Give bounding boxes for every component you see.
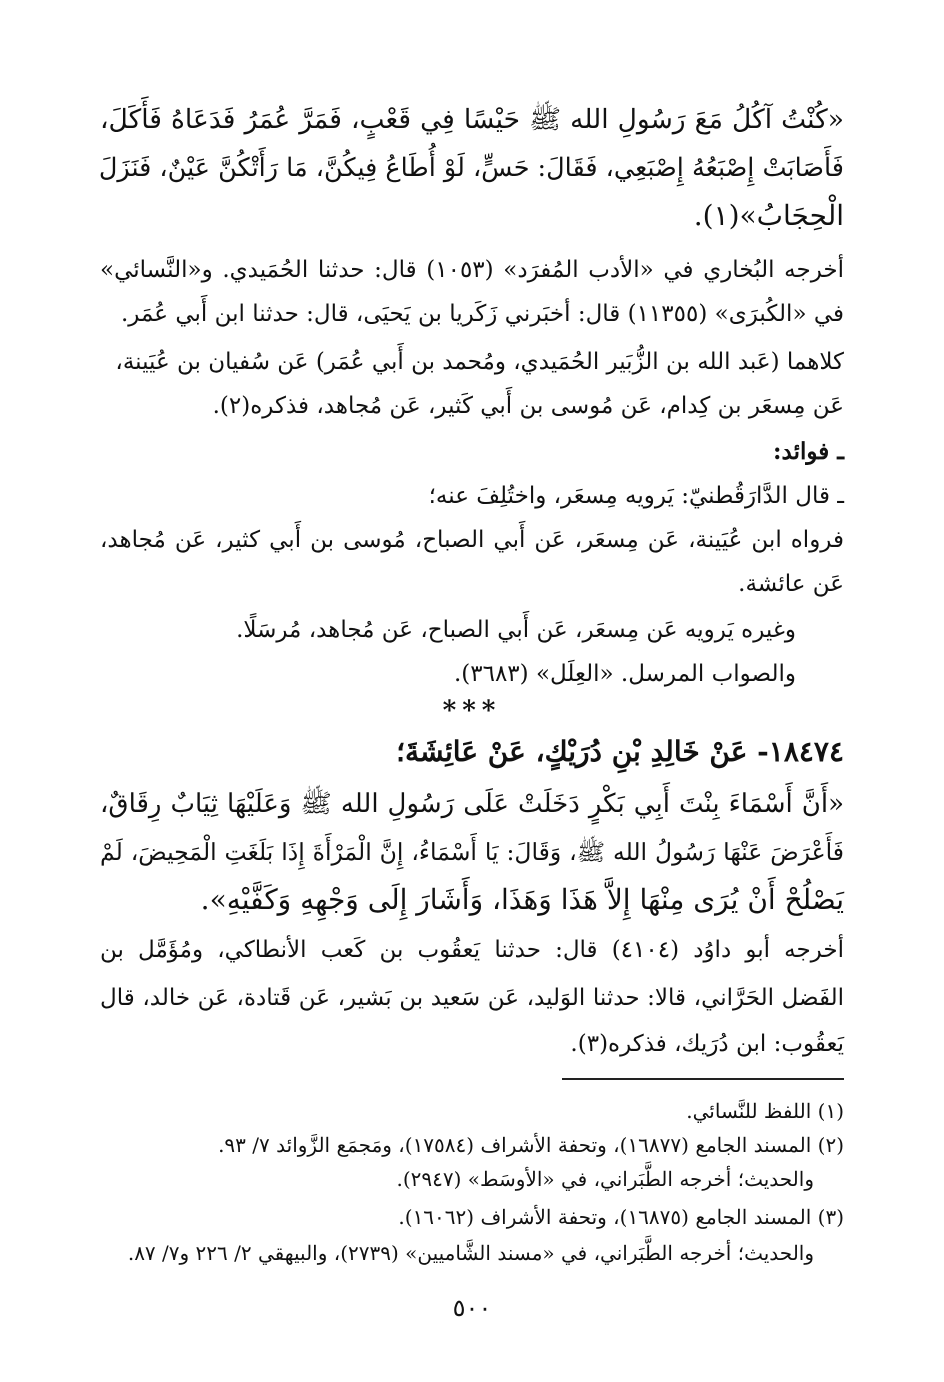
takhrij-line: أخرجه أبو داوُد (٤١٠٤) قال: حدثنا يَعقُوب بن كَعب الأنطاكي، ومُؤَمَّل بن <box>100 937 844 963</box>
hadith-text-line: «أَنَّ أَسْمَاءَ بِنْتَ أَبِي بَكْرٍ دَخَلَتْ عَلَى رَسُولِ الله ﷺ وَعَلَيْهَا ثِيَابٌ رِقَاقٌ، <box>100 789 844 819</box>
footnote-continuation: والحديث؛ أخرجه الطَّبَراني، في «مسند الشَّاميين» (٢٧٣٩)، والبيهقي ٢/ ٢٢٦ و٧/ ٨٧. <box>127 1241 814 1265</box>
fawaid-heading: ـ فوائد: <box>773 438 844 465</box>
fawaid-line: وغيره يَرويه عَن مِسعَر، عَن أَبي الصباح، عَن مُجاهد، مُرسَلًا. <box>236 617 796 643</box>
fawaid-line: ـ قال الدَّارَقُطنيّ: يَرويه مِسعَر، واختُلِفَ عنه؛ <box>428 483 844 509</box>
footnote-divider <box>562 1078 844 1080</box>
hadith-text-line: فَأَعْرَضَ عَنْهَا رَسُولُ الله ﷺ، وَقَالَ: يَا أَسْمَاءُ، إِنَّ الْمَرْأَةَ إِذَا بَلَغَتِ الْمَحِيضَ، لَمْ <box>100 838 844 866</box>
hadith-heading: ١٨٤٧٤- عَنْ خَالِدِ بْنِ دُرَيْكٍ، عَنْ عَائِشَةَ؛ <box>396 735 844 768</box>
footnote-continuation: والحديث؛ أخرجه الطَّبَراني، في «الأوسَط» (٢٩٤٧). <box>396 1167 814 1191</box>
hadith-text-line: «كُنْتُ آكُلُ مَعَ رَسُولِ الله ﷺ حَيْسًا فِي قَعْبٍ، فَمَرَّ عُمَرُ فَدَعَاهُ فَأَكَلَ، <box>100 104 844 135</box>
hadith-text-line: فَأَصَابَتْ إِصْبَعُهُ إِصْبَعِي، فَقَالَ: حَسٍّ، لَوْ أُطَاعُ فِيكُنَّ، مَا رَأَتْكُنَّ عَيْنٌ، فَنَزَلَ <box>98 153 844 183</box>
isnad-line: كلاهما (عَبد الله بن الزُّبَير الحُمَيدي، ومُحمد بن أَبي عُمَر) عَن سُفيان بن عُيَينة، <box>115 349 844 375</box>
fawaid-line: عَن عائشة. <box>738 571 844 597</box>
hadith-text-line: يَصْلُحْ أَنْ يُرَى مِنْهَا إِلاَّ هَذَا وَهَذَا، وَأَشَارَ إِلَى وَجْهِهِ وَكَفَّيْهِ». <box>200 883 844 916</box>
takhrij-line: في «الكُبرَى» (١١٣٥٥) قال: أخبَرني زَكَريا بن يَحيَى، قال: حدثنا ابن أَبي عُمَر. <box>120 301 844 327</box>
takhrij-line: يَعقُوب: ابن دُرَيك، فذكره(٣). <box>570 1031 844 1057</box>
footnote: (١) اللفظ للنَّسائي. <box>686 1099 844 1123</box>
takhrij-line: الفَضل الحَرَّاني، قالا: حدثنا الوَليد، عَن سَعيد بن بَشير، عَن قَتادة، عَن خالد، قال <box>100 985 844 1011</box>
section-separator: *** <box>442 696 502 726</box>
fawaid-line: فرواه ابن عُيَينة، عَن مِسعَر، عَن أَبي الصباح، مُوسى بن أَبي كثير، عَن مُجاهد، <box>100 527 844 553</box>
takhrij-line: أخرجه البُخاري في «الأدب المُفرَد» (١٠٥٣) قال: حدثنا الحُمَيدي. و«النَّسائي» <box>100 257 844 283</box>
footnote: (٢) المسند الجامع (١٦٨٧٧)، وتحفة الأشراف (١٧٥٨٤)، ومَجمَع الزَّوائد ٧/ ٩٣. <box>218 1133 844 1157</box>
isnad-line: عَن مِسعَر بن كِدام، عَن مُوسى بن أَبي كَثير، عَن مُجاهد، فذكره(٢). <box>212 393 844 419</box>
hadith-text-line: الْحِجَابُ»(١). <box>693 199 844 232</box>
page-number: ٥٠٠ <box>452 1294 492 1322</box>
footnote: (٣) المسند الجامع (١٦٨٧٥)، وتحفة الأشراف (١٦٠٦٢). <box>398 1205 844 1229</box>
fawaid-line: والصواب المرسل. «العِلَل» (٣٦٨٣). <box>453 661 796 687</box>
